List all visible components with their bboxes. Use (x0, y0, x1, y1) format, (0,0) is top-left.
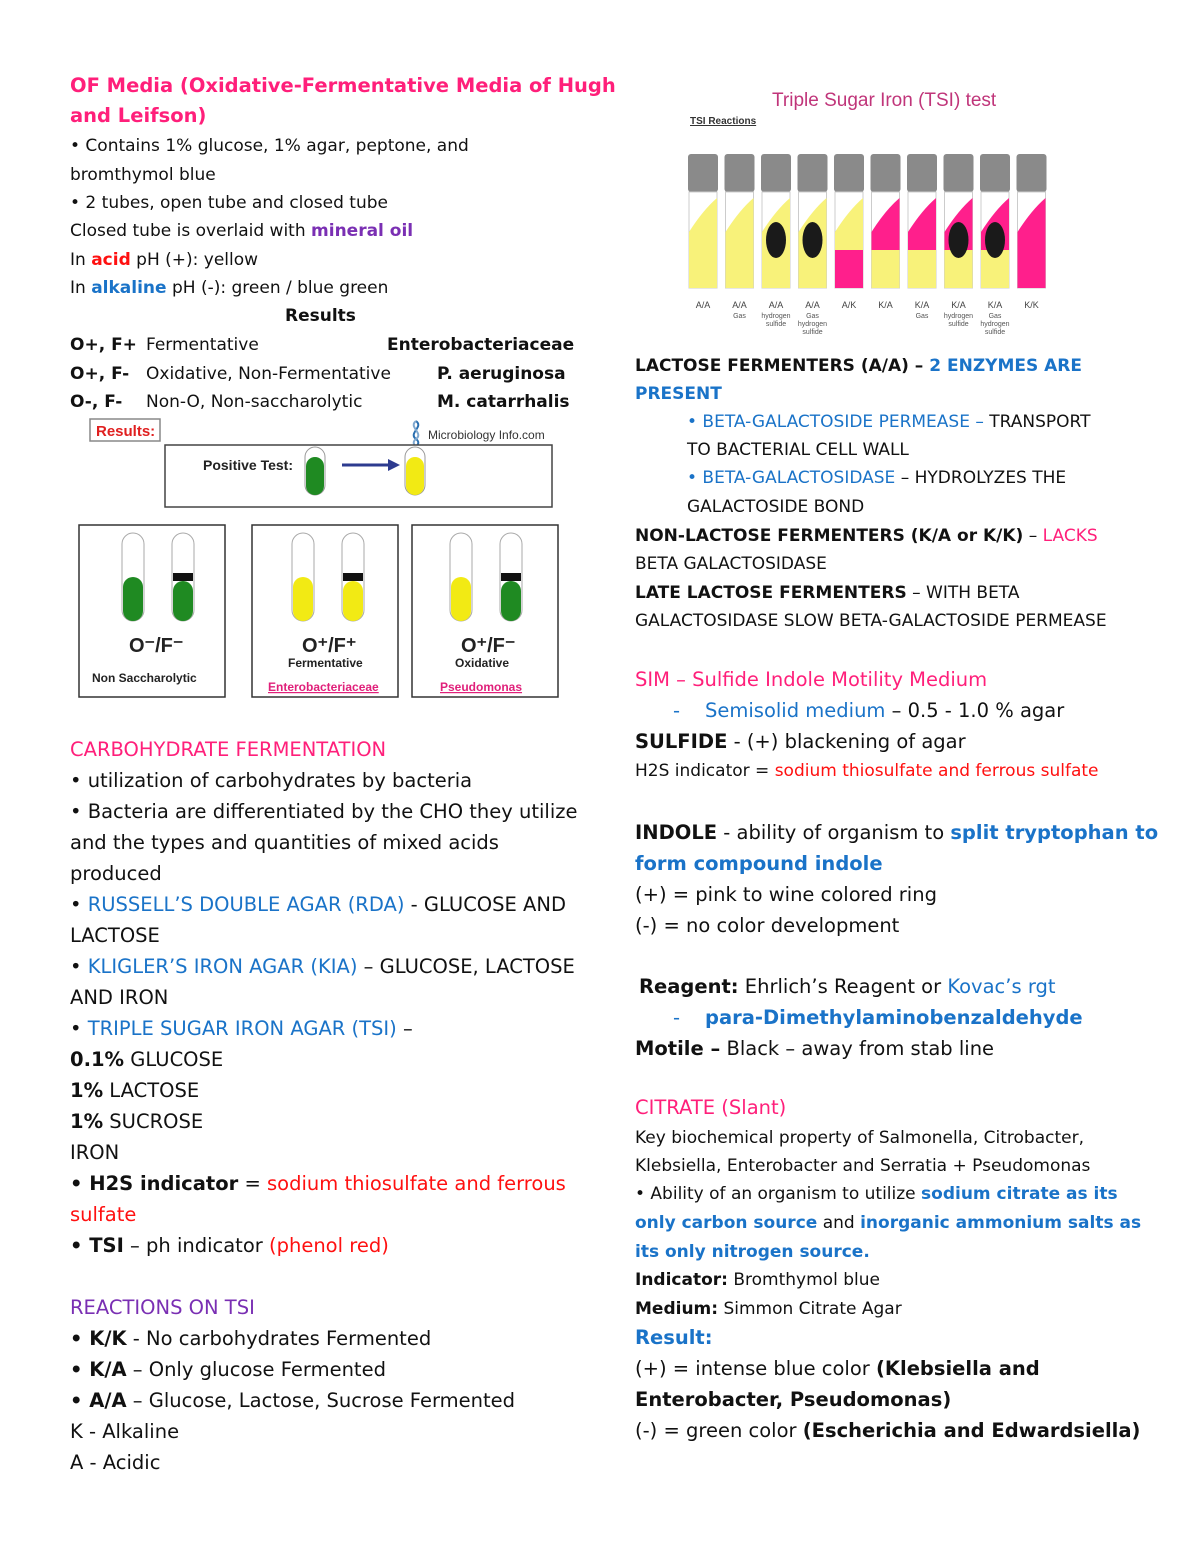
carb-h2s-2: sulfate (70, 1203, 137, 1226)
panel-2-link: Enterobacteriaceae (268, 680, 379, 694)
brand-label: Microbiology Info.com (428, 428, 545, 442)
tsi-tube (761, 154, 791, 288)
reagent-line: Reagent: Ehrlich’s Reagent or Kovac’s rgt (639, 975, 1056, 998)
def-k: K - Alkaline (70, 1420, 180, 1443)
of-result-code: O+, F+ (70, 335, 137, 355)
panel-1-title: O⁻/F⁻ (129, 635, 184, 657)
late-line: LATE LACTOSE FERMENTERS – WITH BETA (635, 583, 1020, 603)
tsi-tube-label: A/A (805, 300, 820, 310)
carb-b2b: and the types and quantities of mixed acids (70, 831, 499, 854)
of-acid: In acid pH (+): yellow (70, 250, 259, 270)
citrate-ability-1: • Ability of an organism to utilize sodium citrate as its (635, 1184, 1118, 1204)
of-results-heading: Results (285, 306, 356, 326)
carb-rda: • RUSSELL’S DOUBLE AGAR (RDA) - GLUCOSE AND (70, 893, 566, 916)
panel-3-title: O⁺/F⁻ (461, 635, 516, 657)
of-bullet-1b: bromthymol blue (70, 165, 216, 185)
carb-kia-2: AND IRON (70, 986, 169, 1009)
tsi-tube-sublabel: hydrogen (943, 313, 974, 320)
tsi-tube-sublabel: Gas (806, 313, 819, 320)
tsi-tube-label: A/K (841, 300, 857, 310)
tsi-tube-sublabel: hydrogen (980, 321, 1010, 328)
panel-2-sub: Fermentative (288, 656, 363, 670)
motile-line: Motile – Black – away from stab line (635, 1037, 995, 1060)
tsi-tube (688, 154, 718, 288)
lf-enzyme-2b: GALACTOSIDE BOND (687, 497, 865, 517)
of-alkaline: In alkaline pH (-): green / blue green (70, 278, 389, 298)
def-a: A - Acidic (70, 1451, 161, 1474)
citrate-result: Result: (635, 1326, 713, 1349)
lf-line-1: LACTOSE FERMENTERS (A/A) – 2 ENZYMES ARE (635, 356, 1083, 376)
results-tag: Results: (96, 423, 156, 440)
reaction-kk: • K/K - No carbohydrates Fermented (70, 1327, 432, 1350)
tsi-tube-label: K/A (914, 300, 930, 310)
panel-oxidative (412, 525, 558, 697)
positive-test-box (165, 445, 552, 507)
nlf-line: NON-LACTOSE FERMENTERS (K/A or K/K) – LACKS (635, 526, 1098, 546)
tsi-tube-sublabel: sulfide (984, 329, 1006, 336)
carb-tsi: • TRIPLE SUGAR IRON AGAR (TSI) – (70, 1017, 413, 1040)
lf-enzyme-1b: TO BACTERIAL CELL WALL (687, 440, 909, 460)
citrate-positive-2: Enterobacter, Pseudomonas) (635, 1388, 952, 1411)
tsi-tube-label: A/A (695, 300, 711, 310)
of-result-org: P. aeruginosa (437, 364, 566, 384)
citrate-medium: Medium: Simmon Citrate Agar (635, 1299, 902, 1319)
citrate-negative: (-) = green color (Escherichia and Edwardsiella) (635, 1419, 1141, 1442)
nlf-line-2: BETA GALACTOSIDASE (635, 554, 827, 574)
tsi-tube (798, 154, 828, 288)
of-result-desc: Oxidative, Non-Fermentative (146, 364, 391, 384)
lf-enzyme-1: • BETA-GALACTOSIDE PERMEASE – TRANSPORT (687, 412, 1091, 432)
of-bullet-2: • 2 tubes, open tube and closed tube (70, 193, 388, 213)
of-result-org: Enterobacteriaceae (387, 335, 575, 355)
reagent-pdab: para-Dimethylaminobenzaldehyde (705, 1006, 1083, 1029)
sim-sulfide: SULFIDE - (+) blackening of agar (635, 730, 966, 753)
reaction-ka: • K/A – Only glucose Fermented (70, 1358, 386, 1381)
tsi-tube-sublabel: hydrogen (797, 321, 828, 328)
tsi-tube-sublabel: sulfide (948, 321, 969, 328)
sim-title: SIM – Sulfide Indole Motility Medium (635, 668, 988, 691)
indole-line: INDOLE - ability of organism to split tryptophan to (635, 821, 1159, 844)
panel-fermentative (252, 525, 398, 697)
tsi-tube (725, 154, 755, 288)
reactions-title: REACTIONS ON TSI (70, 1296, 255, 1319)
tsi-caption: TSI Reactions (690, 116, 757, 127)
reaction-aa: • A/A – Glucose, Lactose, Sucrose Fermented (70, 1389, 515, 1412)
tsi-tube-label: K/A (951, 300, 966, 310)
tsi-tube-sublabel: Gas (988, 313, 1002, 320)
of-result-org: M. catarrhalis (437, 392, 570, 412)
carb-title: CARBOHYDRATE FERMENTATION (70, 738, 387, 761)
tsi-tube (944, 154, 974, 288)
positive-test-label: Positive Test: (203, 457, 293, 473)
tsi-tube-sublabel: hydrogen (761, 313, 791, 320)
citrate-ability-2: only carbon source and inorganic ammonium salts as (635, 1213, 1142, 1233)
of-media-figure (72, 417, 566, 706)
panel-2-title: O⁺/F⁺ (302, 635, 357, 657)
of-result-desc: Fermentative (146, 335, 259, 355)
tsi-tube-label: K/A (878, 300, 893, 310)
tsi-tube-sublabel: sulfide (765, 321, 787, 328)
carb-b2a: • Bacteria are differentiated by the CHO they utilize (70, 800, 578, 823)
tsi-tube-label: A/A (768, 300, 784, 310)
tsi-tube-sublabel: sulfide (802, 329, 823, 336)
indole-negative: (-) = no color development (635, 914, 900, 937)
panel-3-sub: Oxidative (455, 656, 510, 670)
of-bullet-1a: • Contains 1% glucose, 1% agar, peptone, and (70, 136, 469, 156)
citrate-positive: (+) = intense blue color (Klebsiella and (635, 1357, 1040, 1380)
tsi-tube (907, 154, 937, 288)
tsi-tube (834, 154, 864, 288)
of-result-code: O+, F- (70, 364, 130, 384)
sim-semisolid: Semisolid medium – 0.5 - 1.0 % agar (705, 699, 1065, 722)
of-result-code: O-, F- (70, 392, 123, 412)
late-line-2: GALACTOSIDASE SLOW BETA-GALACTOSIDE PERMEASE (635, 611, 1107, 631)
tsi-tube-label: K/A (987, 300, 1003, 310)
tsi-glucose: 0.1% GLUCOSE (70, 1048, 224, 1071)
lf-line-2: PRESENT (635, 384, 722, 404)
tsi-tube-sublabel: Gas (915, 313, 929, 320)
green-tube-icon (305, 447, 325, 495)
tsi-figure (680, 82, 1060, 344)
citrate-indicator: Indicator: Bromthymol blue (635, 1270, 880, 1290)
sim-dash: - (673, 699, 681, 722)
tsi-lactose: 1% LACTOSE (70, 1079, 200, 1102)
tsi-tube (1017, 154, 1047, 288)
tsi-figure-title: Triple Sugar Iron (TSI) test (772, 90, 997, 111)
panel-3-link: Pseudomonas (440, 680, 523, 694)
carb-rda-2: LACTOSE (70, 924, 160, 947)
tsi-tube (871, 154, 901, 288)
of-closed-tube: Closed tube is overlaid with mineral oil (70, 221, 414, 241)
indole-positive: (+) = pink to wine colored ring (635, 883, 937, 906)
carb-kia: • KLIGLER’S IRON AGAR (KIA) – GLUCOSE, LACTOSE (70, 955, 575, 978)
carb-b2c: produced (70, 862, 162, 885)
indole-line-2: form compound indole (635, 852, 883, 875)
citrate-key-1: Key biochemical property of Salmonella, Citrobacter, (635, 1128, 1085, 1148)
tsi-iron: IRON (70, 1141, 120, 1164)
citrate-key-2: Klebsiella, Enterobacter and Serratia + Pseudomonas (635, 1156, 1091, 1176)
of-title-2: and Leifson) (70, 104, 207, 127)
citrate-ability-3: its only nitrogen source. (635, 1242, 870, 1262)
tsi-tube-sublabel: Gas (733, 313, 746, 320)
carb-h2s: • H2S indicator = sodium thiosulfate and ferrous (70, 1172, 566, 1195)
citrate-title: CITRATE (Slant) (635, 1096, 787, 1119)
of-result-desc: Non-O, Non-saccharolytic (146, 392, 363, 412)
of-title-1: OF Media (Oxidative-Fermentative Media of Hugh (70, 74, 616, 97)
tsi-tube-label: A/A (732, 300, 747, 310)
panel-1-sub: Non Saccharolytic (92, 671, 197, 685)
sim-h2s: H2S indicator = sodium thiosulfate and ferrous sulfate (635, 761, 1099, 781)
yellow-tube-icon (405, 447, 425, 495)
tsi-tube-label: K/K (1024, 300, 1039, 310)
reagent-dash: - (673, 1006, 681, 1029)
lf-enzyme-2: • BETA-GALACTOSIDASE – HYDROLYZES THE (687, 468, 1067, 488)
carb-b1: • utilization of carbohydrates by bacteria (70, 769, 473, 792)
tsi-tube (980, 154, 1010, 288)
tsi-sucrose: 1% SUCROSE (70, 1110, 204, 1133)
carb-tsi-ph: • TSI – ph indicator (phenol red) (70, 1234, 389, 1257)
